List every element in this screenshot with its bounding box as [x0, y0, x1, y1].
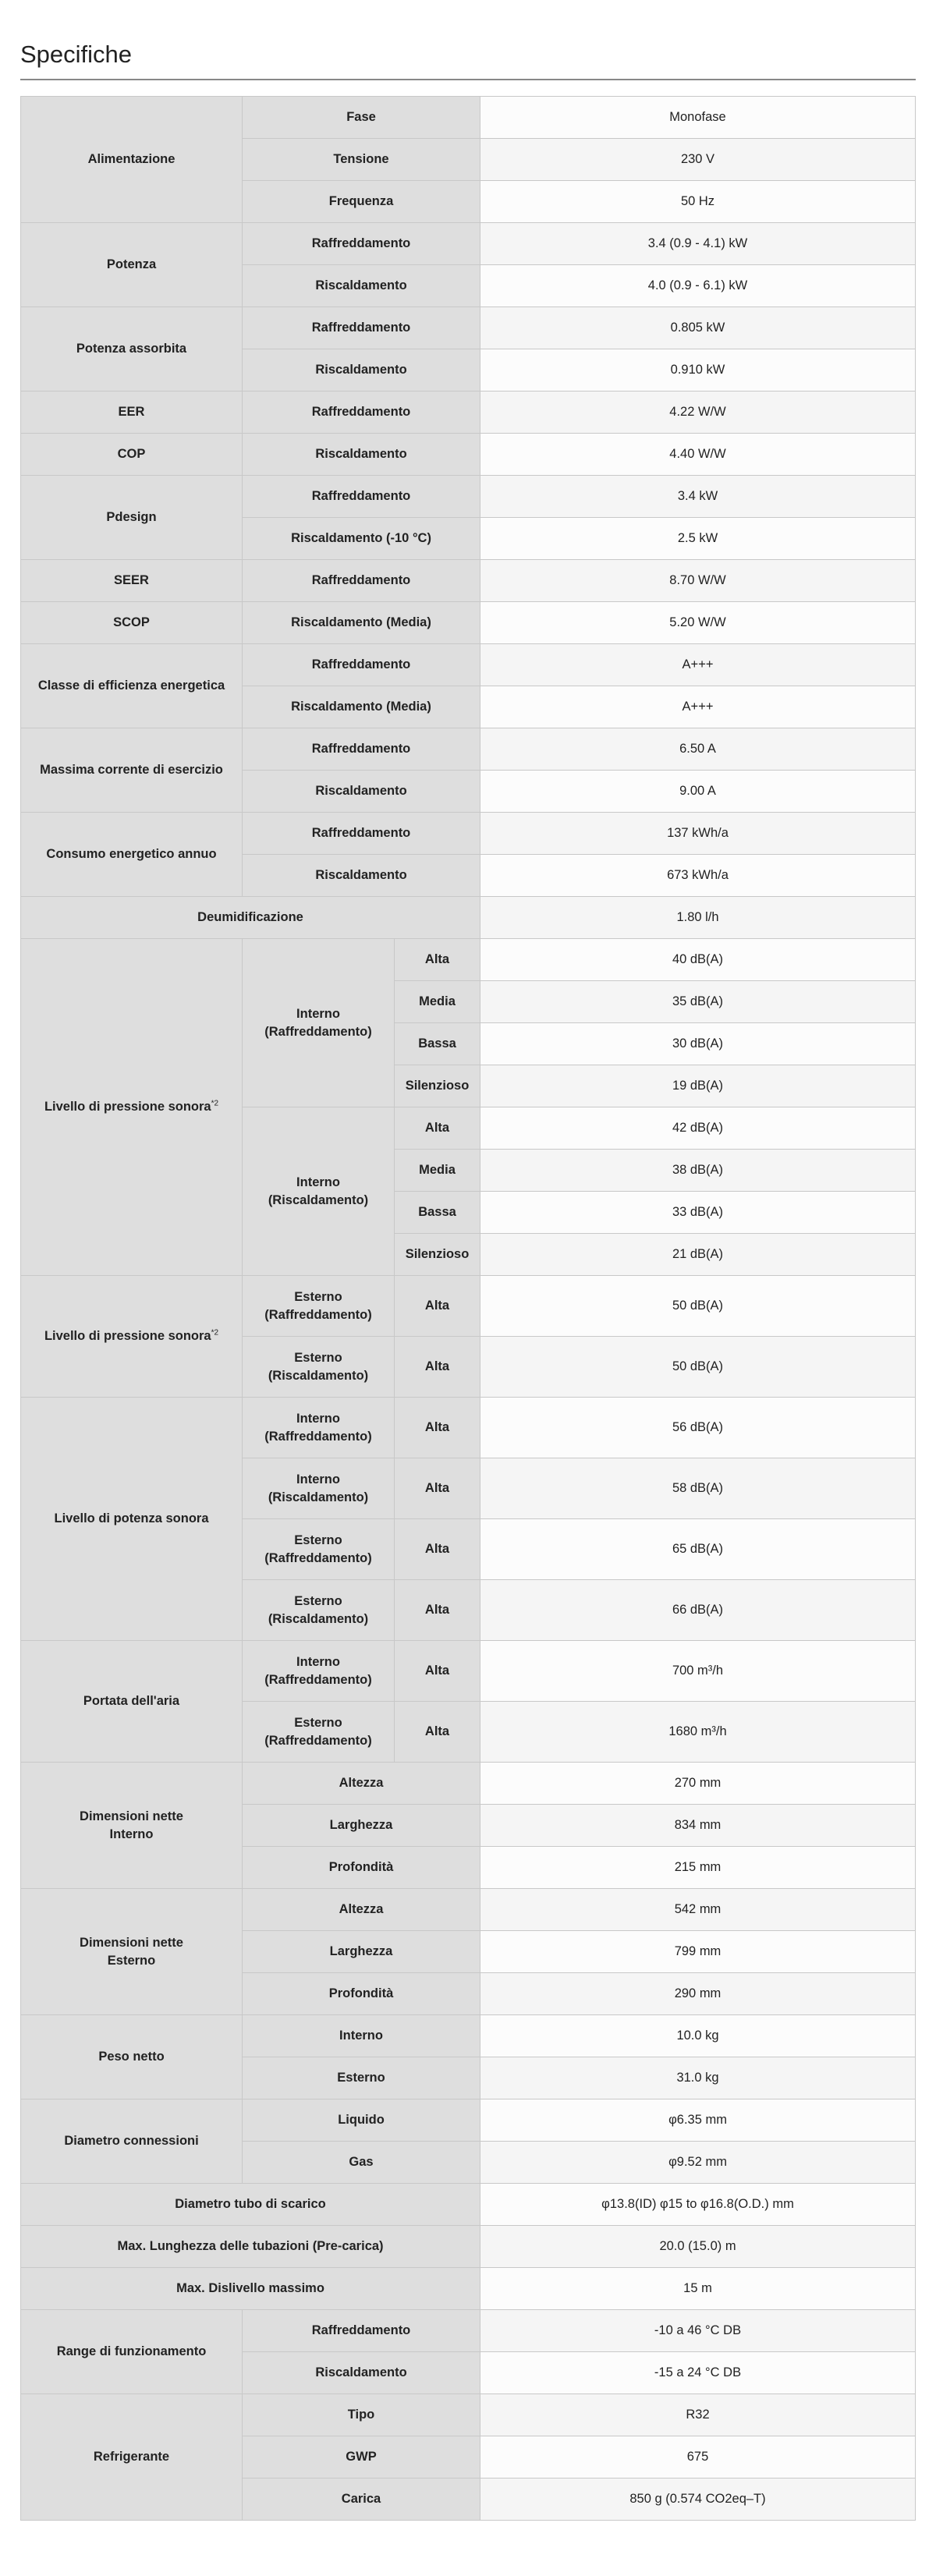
- sub-header-larghezza: Larghezza: [243, 1805, 480, 1847]
- table-row: [21, 560, 916, 602]
- row-header-alimentazione: Alimentazione: [21, 97, 243, 223]
- value-lp-int-raff-bassa: 30 dB(A): [480, 1023, 916, 1065]
- row-header-diametro-tubo-scarico: Diametro tubo di scarico: [21, 2184, 480, 2226]
- table-row: [21, 2268, 916, 2310]
- sub-header-esterno-raffreddamento: Esterno (Raffreddamento): [243, 1276, 395, 1337]
- value-range-raffreddamento: -10 a 46 °C DB: [480, 2310, 916, 2352]
- row-header-dimensioni-esterno: Dimensioni nette Esterno: [21, 1889, 243, 2015]
- row-header-pdesign: Pdesign: [21, 476, 243, 560]
- sub-header-altezza: Altezza: [243, 1763, 480, 1805]
- table-row: [21, 2099, 916, 2142]
- value-carica: 850 g (0.574 CO2eq–T): [480, 2479, 916, 2521]
- level-silenzioso: Silenzioso: [395, 1234, 480, 1276]
- value-frequenza: 50 Hz: [480, 181, 916, 223]
- sub-header-liquido: Liquido: [243, 2099, 480, 2142]
- row-header-eer: EER: [21, 392, 243, 434]
- value-assorbita-raffreddamento: 0.805 kW: [480, 307, 916, 349]
- level-silenzioso: Silenzioso: [395, 1065, 480, 1107]
- level-bassa: Bassa: [395, 1023, 480, 1065]
- value-portata-esterno: 1680 m³/h: [480, 1702, 916, 1763]
- row-header-peso-netto: Peso netto: [21, 2015, 243, 2099]
- value-max-lunghezza: 20.0 (15.0) m: [480, 2226, 916, 2268]
- value-classe-riscaldamento: A+++: [480, 686, 916, 728]
- row-header-range-funzionamento: Range di funzionamento: [21, 2310, 243, 2394]
- sub-header-profondita: Profondità: [243, 1847, 480, 1889]
- sub-header-riscaldamento: Riscaldamento: [243, 265, 480, 307]
- value-lp-int-risc-alta: 42 dB(A): [480, 1107, 916, 1150]
- sub-header-interno-riscaldamento: Interno (Riscaldamento): [243, 1458, 395, 1519]
- level-alta: Alta: [395, 1337, 480, 1398]
- table-row: [21, 897, 916, 939]
- level-alta: Alta: [395, 1276, 480, 1337]
- level-alta: Alta: [395, 1580, 480, 1641]
- sub-header-interno-riscaldamento: Interno (Riscaldamento): [243, 1107, 395, 1276]
- value-lp-int-raff-media: 35 dB(A): [480, 981, 916, 1023]
- value-tensione: 230 V: [480, 139, 916, 181]
- sub-header-larghezza: Larghezza: [243, 1931, 480, 1973]
- value-fase: Monofase: [480, 97, 916, 139]
- sub-header-raffreddamento: Raffreddamento: [243, 728, 480, 771]
- table-row: [21, 644, 916, 686]
- table-row: [21, 97, 916, 139]
- table-row: [21, 1641, 916, 1702]
- sub-header-riscaldamento: Riscaldamento: [243, 771, 480, 813]
- table-row: [21, 1763, 916, 1805]
- level-media: Media: [395, 981, 480, 1023]
- value-gas: φ9.52 mm: [480, 2142, 916, 2184]
- table-row: [21, 476, 916, 518]
- row-header-consumo-annuo: Consumo energetico annuo: [21, 813, 243, 897]
- table-row: [21, 2015, 916, 2057]
- value-lp-int-risc-silenzioso: 21 dB(A): [480, 1234, 916, 1276]
- row-header-seer: SEER: [21, 560, 243, 602]
- table-row: [21, 1276, 916, 1337]
- table-row: [21, 307, 916, 349]
- value-lp-est-risc-alta: 50 dB(A): [480, 1337, 916, 1398]
- row-header-diametro-connessioni: Diametro connessioni: [21, 2099, 243, 2184]
- value-potenza-raffreddamento: 3.4 (0.9 - 4.1) kW: [480, 223, 916, 265]
- table-row: [21, 939, 916, 981]
- value-peso-esterno: 31.0 kg: [480, 2057, 916, 2099]
- level-alta: Alta: [395, 939, 480, 981]
- value-eer: 4.22 W/W: [480, 392, 916, 434]
- sub-header-raffreddamento: Raffreddamento: [243, 392, 480, 434]
- value-peso-interno: 10.0 kg: [480, 2015, 916, 2057]
- level-alta: Alta: [395, 1519, 480, 1580]
- sub-header-riscaldamento: Riscaldamento: [243, 2352, 480, 2394]
- value-lw-est-raff: 65 dB(A): [480, 1519, 916, 1580]
- value-liquido: φ6.35 mm: [480, 2099, 916, 2142]
- value-potenza-riscaldamento: 4.0 (0.9 - 6.1) kW: [480, 265, 916, 307]
- value-lp-int-risc-media: 38 dB(A): [480, 1150, 916, 1192]
- table-row: [21, 2226, 916, 2268]
- sub-header-raffreddamento: Raffreddamento: [243, 560, 480, 602]
- table-row: [21, 1889, 916, 1931]
- sub-header-interno-raffreddamento: Interno (Raffreddamento): [243, 939, 395, 1107]
- sub-header-carica: Carica: [243, 2479, 480, 2521]
- value-portata-interno: 700 m³/h: [480, 1641, 916, 1702]
- value-classe-raffreddamento: A+++: [480, 644, 916, 686]
- value-consumo-raffreddamento: 137 kWh/a: [480, 813, 916, 855]
- sub-header-esterno-raffreddamento: Esterno (Raffreddamento): [243, 1519, 395, 1580]
- value-tipo: R32: [480, 2394, 916, 2436]
- sub-header-interno-raffreddamento: Interno (Raffreddamento): [243, 1398, 395, 1458]
- row-header-potenza: Potenza: [21, 223, 243, 307]
- sub-header-tensione: Tensione: [243, 139, 480, 181]
- row-header-refrigerante: Refrigerante: [21, 2394, 243, 2521]
- row-header-dimensioni-interno: Dimensioni nette Interno: [21, 1763, 243, 1889]
- sub-header-fase: Fase: [243, 97, 480, 139]
- value-gwp: 675: [480, 2436, 916, 2479]
- value-pdesign-riscaldamento: 2.5 kW: [480, 518, 916, 560]
- table-row: [21, 2394, 916, 2436]
- sub-header-esterno-riscaldamento: Esterno (Riscaldamento): [243, 1337, 395, 1398]
- sub-header-interno-raffreddamento: Interno (Raffreddamento): [243, 1641, 395, 1702]
- table-row: [21, 2184, 916, 2226]
- value-lw-int-risc: 58 dB(A): [480, 1458, 916, 1519]
- value-cop: 4.40 W/W: [480, 434, 916, 476]
- sub-header-esterno-riscaldamento: Esterno (Riscaldamento): [243, 1580, 395, 1641]
- value-dim-int-larghezza: 834 mm: [480, 1805, 916, 1847]
- level-alta: Alta: [395, 1107, 480, 1150]
- row-header-portata-aria: Portata dell'aria: [21, 1641, 243, 1763]
- sub-header-riscaldamento-10: Riscaldamento (-10 °C): [243, 518, 480, 560]
- sub-header-raffreddamento: Raffreddamento: [243, 644, 480, 686]
- sub-header-riscaldamento: Riscaldamento: [243, 349, 480, 392]
- row-header-potenza-assorbita: Potenza assorbita: [21, 307, 243, 392]
- sub-header-esterno: Esterno: [243, 2057, 480, 2099]
- value-lw-int-raff: 56 dB(A): [480, 1398, 916, 1458]
- value-deumidificazione: 1.80 l/h: [480, 897, 916, 939]
- value-lw-est-risc: 66 dB(A): [480, 1580, 916, 1641]
- value-pdesign-raffreddamento: 3.4 kW: [480, 476, 916, 518]
- level-alta: Alta: [395, 1641, 480, 1702]
- sub-header-raffreddamento: Raffreddamento: [243, 307, 480, 349]
- table-row: [21, 392, 916, 434]
- sub-header-riscaldamento-media: Riscaldamento (Media): [243, 686, 480, 728]
- table-row: [21, 813, 916, 855]
- sub-header-raffreddamento: Raffreddamento: [243, 476, 480, 518]
- table-row: [21, 434, 916, 476]
- value-lp-int-risc-bassa: 33 dB(A): [480, 1192, 916, 1234]
- level-alta: Alta: [395, 1458, 480, 1519]
- row-header-massima-corrente: Massima corrente di esercizio: [21, 728, 243, 813]
- row-header-livello-pressione: Livello di pressione sonora$^{*2}$: [21, 939, 243, 1276]
- value-lp-int-raff-alta: 40 dB(A): [480, 939, 916, 981]
- value-corrente-riscaldamento: 9.00 A: [480, 771, 916, 813]
- value-corrente-raffreddamento: 6.50 A: [480, 728, 916, 771]
- row-header-max-dislivello: Max. Dislivello massimo: [21, 2268, 480, 2310]
- table-row: [21, 223, 916, 265]
- sub-header-gwp: GWP: [243, 2436, 480, 2479]
- row-header-max-lunghezza: Max. Lunghezza delle tubazioni (Pre-carica): [21, 2226, 480, 2268]
- sub-header-gas: Gas: [243, 2142, 480, 2184]
- sub-header-raffreddamento: Raffreddamento: [243, 813, 480, 855]
- value-dim-est-larghezza: 799 mm: [480, 1931, 916, 1973]
- value-scop: 5.20 W/W: [480, 602, 916, 644]
- sub-header-interno: Interno: [243, 2015, 480, 2057]
- row-header-livello-pressione-esterno: Livello di pressione sonora$^{*2}$: [21, 1276, 243, 1398]
- row-header-deumidificazione: Deumidificazione: [21, 897, 480, 939]
- value-lp-int-raff-silenzioso: 19 dB(A): [480, 1065, 916, 1107]
- sub-header-riscaldamento-media: Riscaldamento (Media): [243, 602, 480, 644]
- value-dim-est-altezza: 542 mm: [480, 1889, 916, 1931]
- spec-table: [20, 96, 916, 2521]
- sub-header-profondita: Profondità: [243, 1973, 480, 2015]
- value-dim-int-altezza: 270 mm: [480, 1763, 916, 1805]
- value-seer: 8.70 W/W: [480, 560, 916, 602]
- level-bassa: Bassa: [395, 1192, 480, 1234]
- value-consumo-riscaldamento: 673 kWh/a: [480, 855, 916, 897]
- table-row: [21, 602, 916, 644]
- row-header-livello-potenza: Livello di potenza sonora: [21, 1398, 243, 1641]
- value-dim-int-profondita: 215 mm: [480, 1847, 916, 1889]
- sub-header-altezza: Altezza: [243, 1889, 480, 1931]
- page-title: Specifiche: [20, 41, 916, 80]
- sub-header-riscaldamento: Riscaldamento: [243, 434, 480, 476]
- value-dim-est-profondita: 290 mm: [480, 1973, 916, 2015]
- row-header-classe-efficienza: Classe di efficienza energetica: [21, 644, 243, 728]
- value-tubo-scarico: φ13.8(ID) φ15 to φ16.8(O.D.) mm: [480, 2184, 916, 2226]
- value-range-riscaldamento: -15 a 24 °C DB: [480, 2352, 916, 2394]
- sub-header-raffreddamento: Raffreddamento: [243, 223, 480, 265]
- sub-header-esterno-raffreddamento: Esterno (Raffreddamento): [243, 1702, 395, 1763]
- table-row: [21, 1398, 916, 1458]
- sub-header-tipo: Tipo: [243, 2394, 480, 2436]
- level-alta: Alta: [395, 1702, 480, 1763]
- sub-header-raffreddamento: Raffreddamento: [243, 2310, 480, 2352]
- row-header-scop: SCOP: [21, 602, 243, 644]
- table-row: [21, 728, 916, 771]
- row-header-cop: COP: [21, 434, 243, 476]
- level-media: Media: [395, 1150, 480, 1192]
- level-alta: Alta: [395, 1398, 480, 1458]
- table-row: [21, 2310, 916, 2352]
- value-lp-est-raff-alta: 50 dB(A): [480, 1276, 916, 1337]
- value-assorbita-riscaldamento: 0.910 kW: [480, 349, 916, 392]
- sub-header-riscaldamento: Riscaldamento: [243, 855, 480, 897]
- sub-header-frequenza: Frequenza: [243, 181, 480, 223]
- value-max-dislivello: 15 m: [480, 2268, 916, 2310]
